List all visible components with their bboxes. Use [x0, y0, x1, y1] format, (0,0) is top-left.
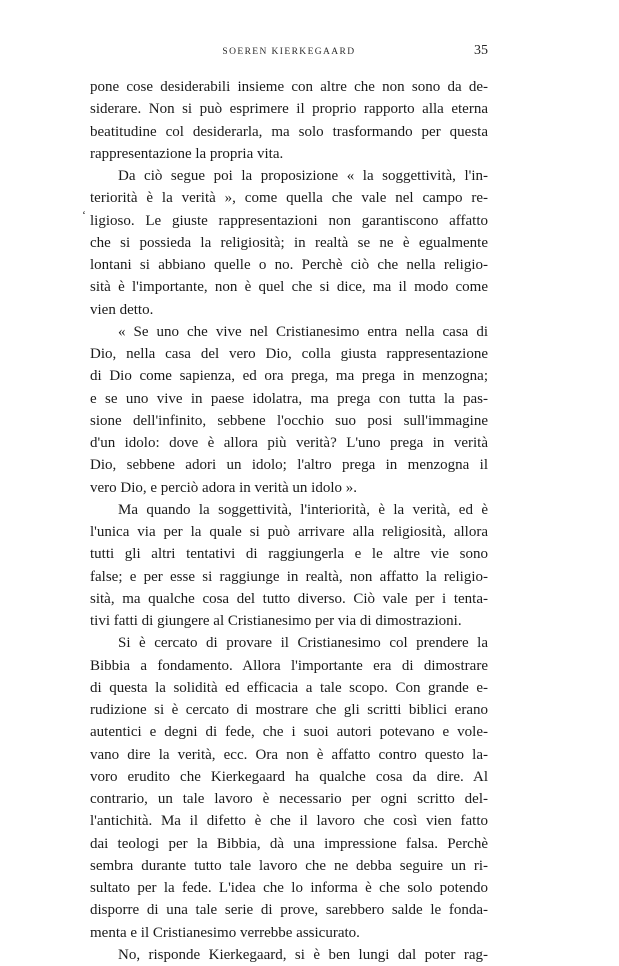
text-line: vano dire la verità, ecc. Ora non è affatto contro questo la-	[90, 746, 488, 763]
text-line: sità, ma qualche cosa del tutto diverso. Ciò vale per i tenta-	[90, 590, 488, 607]
body-text	[90, 76, 488, 966]
text-line: No, risponde Kierkegaard, si è ben lungi dal poter rag-	[118, 946, 488, 963]
text-line: voro erudito che Kierkegaard ha qualche cosa da dire. Al	[90, 768, 488, 785]
text-line: siderare. Non si può esprimere il proprio rapporto alla eterna	[90, 101, 488, 118]
text-line: Ma quando la soggettività, l'interiorità, è la verità, ed è	[118, 501, 488, 518]
text-line: false; e per esse si raggiunge in realtà, non affatto la religio-	[90, 568, 488, 585]
text-line: e se uno vive in paese idolatra, ma prega con tutta la pas-	[90, 390, 488, 407]
text-line: rappresentazione la propria vita.	[90, 145, 284, 162]
text-line: che si possieda la religiosità; in realtà se ne è egualmente	[90, 234, 488, 251]
text-line: disporre di una tale serie di prove, sarebbero salde le fonda-	[90, 902, 488, 919]
running-title: SOEREN KIERKEGAARD	[222, 47, 356, 57]
text-line: sembra durante tutto tale lavoro che ne debba seguire un ri-	[90, 857, 488, 874]
text-line: tivi fatti di giungere al Cristianesimo per via di dimostrazioni.	[90, 613, 462, 629]
text-line: vien detto.	[90, 301, 154, 318]
text-line: ligioso. Le giuste rappresentazioni non garantiscono affatto	[90, 212, 488, 229]
text-line: l'unica via per la quale si può arrivare alla religiosità, allora	[90, 524, 488, 540]
text-line: rudizione si è cercato di mostrare che gli scritti biblici erano	[90, 702, 488, 718]
text-line: Bibbia a fondamento. Allora l'importante era di dimostrare	[90, 657, 488, 674]
text-line: menta e il Cristianesimo verrebbe assicurato.	[90, 924, 360, 941]
text-line: Dio, nella casa del vero Dio, colla giusta rappresentazione	[90, 346, 488, 362]
text-line: sità è l'importante, non è quel che si dice, ma il modo come	[90, 279, 488, 296]
text-line: vero Dio, e perciò adora in verità un idolo ».	[90, 479, 357, 496]
page-header	[90, 43, 488, 63]
text-line: Si è cercato di provare il Cristianesimo col prendere la	[118, 635, 488, 652]
text-line: autentici e degni di fede, che i suoi autori potevano e vole-	[90, 724, 488, 741]
text-line: di questa la solidità ed efficacia a tale scopo. Con grande e-	[90, 679, 488, 696]
text-line: di Dio come sapienza, ed ora prega, ma prega in menzogna;	[90, 368, 488, 385]
text-line: contrario, un tale lavoro è necessario per ogni scritto del-	[90, 791, 488, 807]
text-line: Dio, sebbene adori un idolo; l'altro prega in menzogna il	[90, 457, 488, 474]
text-line: « Se uno che vive nel Cristianesimo entra nella casa di	[118, 323, 488, 340]
text-line: sione dell'infinito, sebbene l'occhio suo posi sull'immagine	[90, 412, 488, 429]
text-line: sultato per la fede. L'idea che lo informa è che solo potendo	[90, 880, 488, 896]
text-line: dai teologi per la Bibbia, dà una impressione falsa. Perchè	[90, 835, 488, 852]
text-line: tutti gli altri tentativi di raggiungerla e le altre vie sono	[90, 546, 488, 563]
text-line: beatitudine col desiderarla, ma solo trasformando per questa	[90, 123, 488, 140]
margin-mark: ‘	[82, 208, 86, 222]
text-line: lontani si abbiano quelle o no. Perchè ciò che nella religio-	[90, 257, 488, 273]
page-number: 35	[474, 43, 488, 58]
text-line: d'un idolo: dove è allora più verità? L'uno prega in verità	[90, 435, 488, 451]
text-line: pone cose desiderabili insieme con altre che non sono da de-	[90, 79, 488, 95]
text-line: Da ciò segue poi la proposizione « la soggettività, l'in-	[118, 168, 488, 184]
text-line: teriorità è la verità », come quella che vale nel campo re-	[90, 190, 488, 207]
text-line: l'antichità. Ma il difetto è che il lavoro che così vien fatto	[90, 813, 488, 830]
